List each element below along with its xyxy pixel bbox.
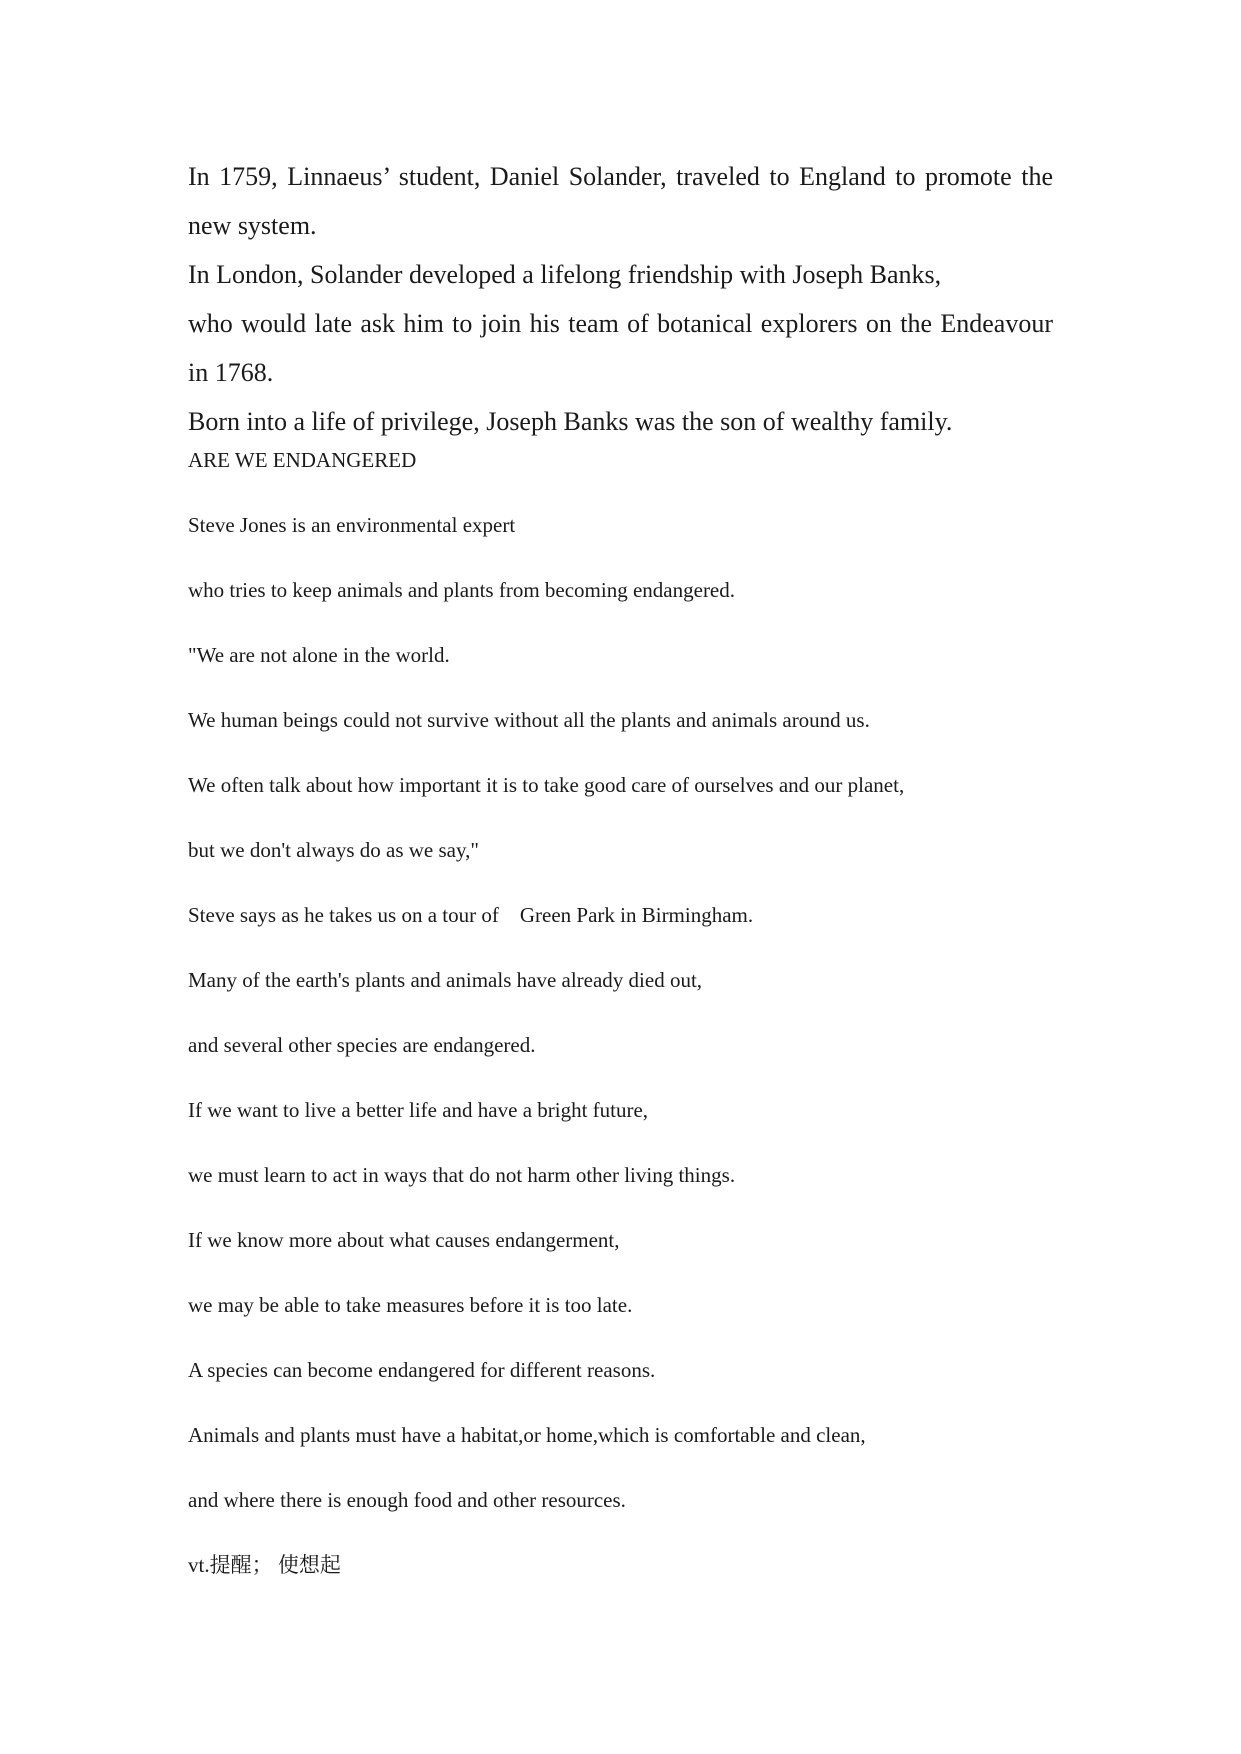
section-title: ARE WE ENDANGERED [188,448,417,472]
section-body [188,510,1088,1580]
vocabulary-note: vt.提醒； 使想起 [188,1553,341,1577]
body-line: and several other species are endangered. [188,1033,536,1057]
body-line: We often talk about how important it is to take good care of ourselves and our planet, [188,773,905,797]
body-line: If we want to live a better life and have a bright future, [188,1098,649,1122]
body-line: we must learn to act in ways that do not harm other living things. [188,1163,736,1187]
body-line: but we don't always do as we say," [188,838,479,862]
body-line: We human beings could not survive without all the plants and animals around us. [188,708,870,732]
intro-paragraph-solander-travel: In 1759, Linnaeus’ student, Daniel Solander, traveled to England to promote the new system. [188,162,1053,240]
intro-paragraph-endeavour: who would late ask him to join his team of botanical explorers on the Endeavour in 1768. [188,309,1053,387]
endangered-section [188,445,1088,1580]
body-line: who tries to keep animals and plants from becoming endangered. [188,578,736,602]
body-line: Many of the earth's plants and animals have already died out, [188,968,703,992]
body-line: Animals and plants must have a habitat,or home,which is comfortable and clean, [188,1423,866,1447]
body-line: and where there is enough food and other resources. [188,1488,626,1512]
intro-paragraph-london-friendship: In London, Solander developed a lifelong friendship with Joseph Banks, [188,260,942,289]
body-line: Steve Jones is an environmental expert [188,513,516,537]
body-line: Steve says as he takes us on a tour of Green Park in Birmingham. [188,903,754,927]
body-line: "We are not alone in the world. [188,643,450,667]
intro-text-block [188,152,1053,446]
body-line: A species can become endangered for different reasons. [188,1358,656,1382]
intro-paragraph-banks-family: Born into a life of privilege, Joseph Banks was the son of wealthy family. [188,407,953,436]
body-line: we may be able to take measures before it is too late. [188,1293,633,1317]
body-line: If we know more about what causes endangerment, [188,1228,620,1252]
